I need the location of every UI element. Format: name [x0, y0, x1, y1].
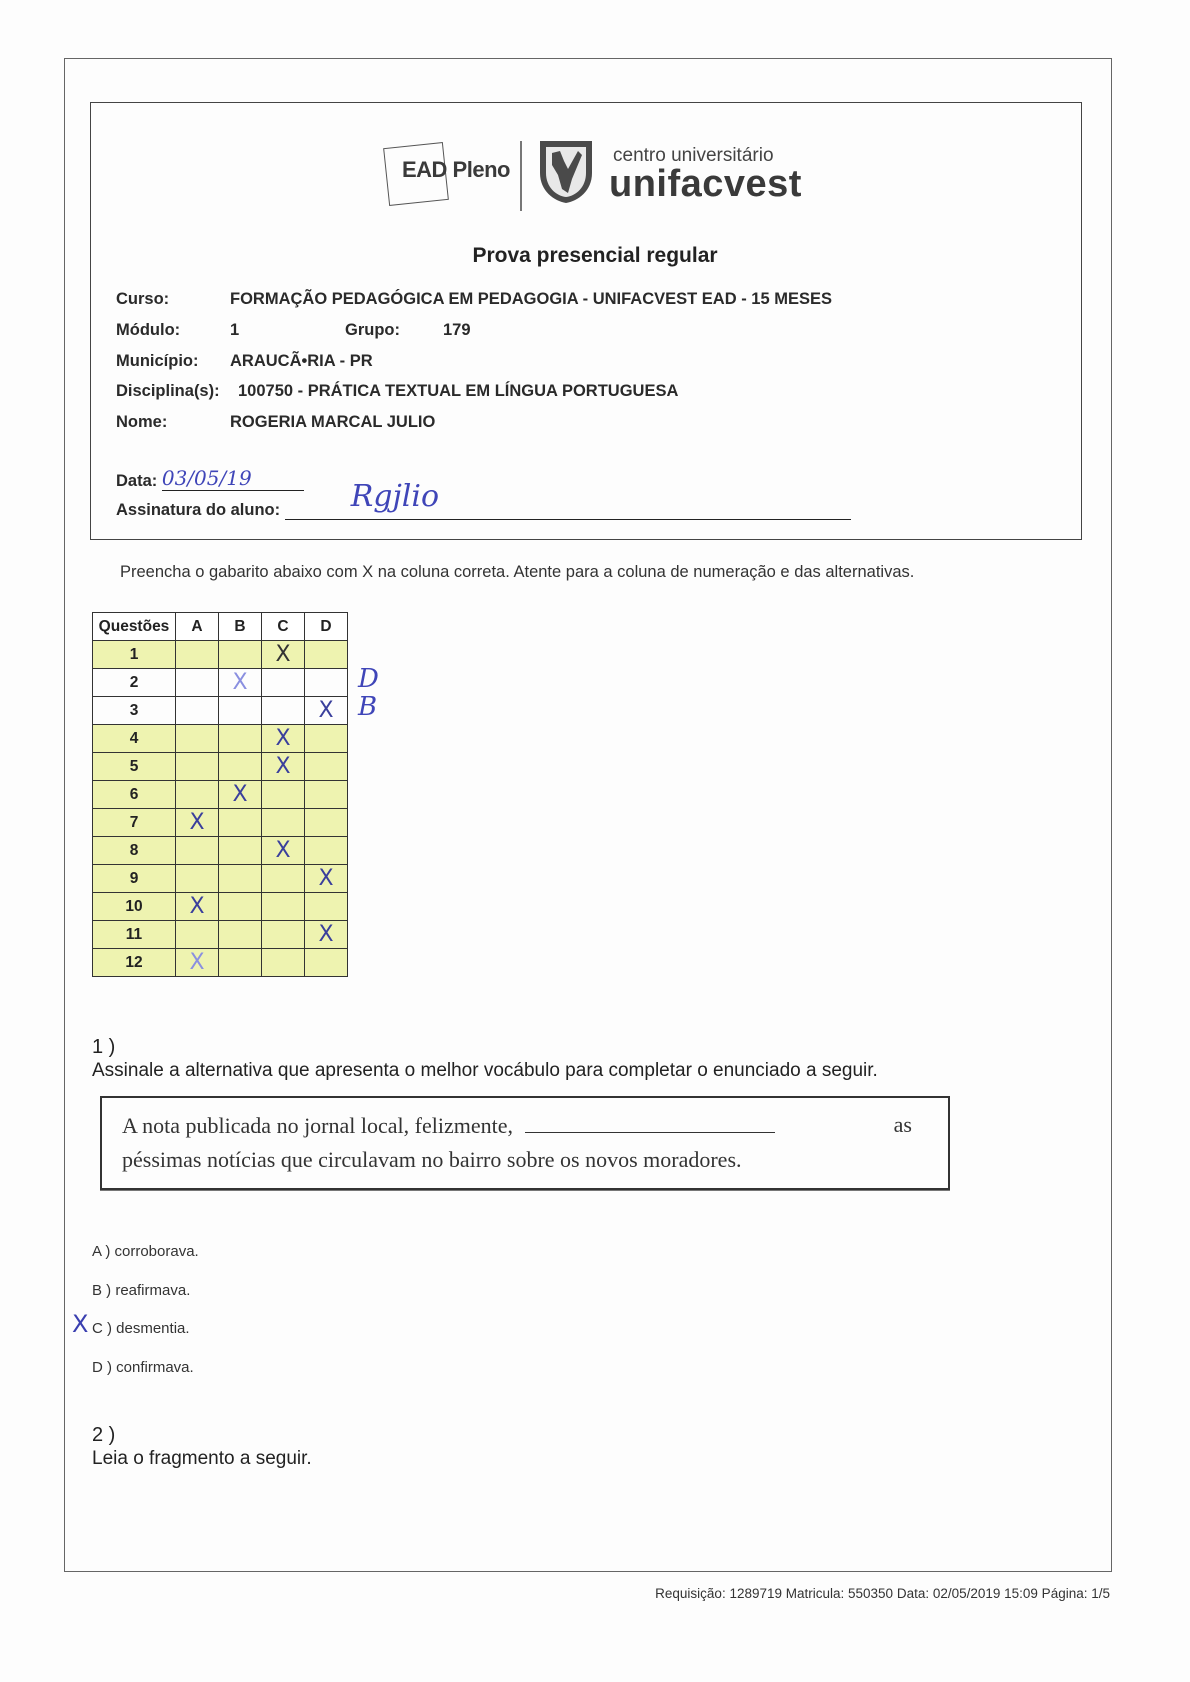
- header-b: B: [219, 613, 262, 641]
- answer-row: [93, 641, 348, 669]
- info-municipio: [116, 352, 373, 371]
- question-number: 6: [93, 781, 176, 809]
- answer-cell-d[interactable]: X: [305, 697, 348, 725]
- answer-cell-c[interactable]: [262, 809, 305, 837]
- question-number: 10: [93, 893, 176, 921]
- signature-field[interactable]: [285, 479, 851, 520]
- answer-cell-c[interactable]: [262, 949, 305, 977]
- answer-row: [93, 949, 348, 977]
- signature-label: Assinatura do aluno:: [116, 501, 281, 519]
- header-c: C: [262, 613, 305, 641]
- answer-cell-a[interactable]: [176, 641, 219, 669]
- quote-line-2: péssimas notícias que circulavam no bairro sobre os novos moradores.: [122, 1147, 742, 1172]
- answer-cell-b[interactable]: [219, 865, 262, 893]
- answer-cell-c[interactable]: [262, 697, 305, 725]
- answer-cell-c[interactable]: X: [262, 753, 305, 781]
- unifacvest-shield-icon: [538, 139, 594, 205]
- option-c[interactable]: C ) desmentia.: [92, 1320, 190, 1337]
- answer-cell-b[interactable]: X: [219, 669, 262, 697]
- answer-cell-c[interactable]: [262, 921, 305, 949]
- handwritten-note-b: B: [358, 692, 378, 722]
- date-value: 03/05/19: [161, 466, 252, 490]
- answer-cell-d[interactable]: [305, 949, 348, 977]
- unifacvest-logo-text: unifacvest: [609, 163, 802, 205]
- date-row: [116, 466, 304, 491]
- answer-cell-a[interactable]: [176, 781, 219, 809]
- logo-subtitle: centro universitário: [613, 145, 774, 166]
- answer-cell-b[interactable]: [219, 725, 262, 753]
- answer-cell-a[interactable]: [176, 921, 219, 949]
- answer-cell-a[interactable]: [176, 725, 219, 753]
- question-number: 1: [93, 641, 176, 669]
- answer-cell-c[interactable]: [262, 669, 305, 697]
- info-nome: [116, 413, 435, 432]
- disciplina-label: Disciplina(s):: [116, 382, 220, 400]
- disciplina-value: 100750 - PRÁTICA TEXTUAL EM LÍNGUA PORTUGUESA: [238, 382, 679, 400]
- answer-row: [93, 725, 348, 753]
- answer-row: [93, 697, 348, 725]
- option-b[interactable]: B ) reafirmava.: [92, 1282, 191, 1299]
- answer-row: [93, 753, 348, 781]
- signature-value: Rgjlio: [350, 479, 440, 514]
- answer-cell-b[interactable]: [219, 697, 262, 725]
- answer-cell-d[interactable]: [305, 781, 348, 809]
- option-d[interactable]: D ) confirmava.: [92, 1359, 194, 1376]
- answer-cell-c[interactable]: X: [262, 641, 305, 669]
- quote-blank: [525, 1112, 775, 1133]
- answer-cell-d[interactable]: [305, 641, 348, 669]
- answer-cell-d[interactable]: [305, 753, 348, 781]
- question-number: 5: [93, 753, 176, 781]
- answer-cell-a[interactable]: X: [176, 809, 219, 837]
- exam-title: Prova presencial regular: [472, 244, 718, 267]
- question-1-prompt: Assinale a alternativa que apresenta o melhor vocábulo para completar o enunciado a seguir.: [92, 1060, 878, 1081]
- logo-divider: [520, 141, 522, 211]
- question-number: 7: [93, 809, 176, 837]
- info-disciplina: [116, 382, 678, 401]
- curso-value: FORMAÇÃO PEDAGÓGICA EM PEDAGOGIA - UNIFACVEST EAD - 15 MESES: [230, 290, 833, 308]
- answer-cell-b[interactable]: X: [219, 781, 262, 809]
- ead-pleno-logo-text: EAD Pleno: [402, 157, 510, 182]
- nome-value: ROGERIA MARCAL JULIO: [230, 413, 436, 431]
- answer-cell-d[interactable]: [305, 893, 348, 921]
- answer-row: [93, 837, 348, 865]
- modulo-label: Módulo:: [116, 321, 181, 339]
- grupo-label: Grupo:: [345, 321, 400, 339]
- municipio-value: ARAUCÃ•RIA - PR: [230, 352, 373, 370]
- answer-cell-b[interactable]: [219, 837, 262, 865]
- question-2-prompt: Leia o fragmento a seguir.: [92, 1448, 312, 1469]
- info-curso: [116, 290, 832, 309]
- answer-sheet-table: [92, 612, 348, 977]
- answer-row: [93, 893, 348, 921]
- municipio-label: Município:: [116, 352, 199, 370]
- answer-cell-a[interactable]: [176, 865, 219, 893]
- question-number: 4: [93, 725, 176, 753]
- date-label: Data:: [116, 472, 158, 490]
- answer-cell-c[interactable]: [262, 893, 305, 921]
- answer-cell-d[interactable]: [305, 809, 348, 837]
- answer-cell-d[interactable]: X: [305, 921, 348, 949]
- modulo-value: 1: [230, 321, 240, 339]
- answer-cell-c[interactable]: [262, 781, 305, 809]
- option-c-handwritten-mark: X: [72, 1310, 89, 1338]
- answer-cell-c[interactable]: [262, 865, 305, 893]
- answer-cell-d[interactable]: [305, 669, 348, 697]
- quote-text-2: as: [893, 1112, 912, 1137]
- curso-label: Curso:: [116, 290, 170, 308]
- answer-cell-d[interactable]: [305, 837, 348, 865]
- answer-cell-c[interactable]: X: [262, 837, 305, 865]
- answer-cell-a[interactable]: [176, 753, 219, 781]
- answer-cell-c[interactable]: X: [262, 725, 305, 753]
- answer-row: [93, 865, 348, 893]
- answer-cell-a[interactable]: [176, 669, 219, 697]
- answer-cell-a[interactable]: [176, 837, 219, 865]
- header-questoes: Questões: [93, 613, 176, 641]
- question-2-number: 2 ): [92, 1424, 116, 1446]
- header-d: D: [305, 613, 348, 641]
- date-field[interactable]: [162, 466, 304, 491]
- answer-row: [93, 809, 348, 837]
- question-1-quote-box: [100, 1096, 950, 1190]
- option-a[interactable]: A ) corroborava.: [92, 1243, 199, 1260]
- question-number: 2: [93, 669, 176, 697]
- handwritten-note-d: D: [358, 664, 379, 694]
- answer-cell-b[interactable]: [219, 949, 262, 977]
- answer-cell-b[interactable]: [219, 753, 262, 781]
- answer-sheet-instructions: Preencha o gabarito abaixo com X na coluna correta. Atente para a coluna de numeração e das alternativas.: [120, 563, 915, 581]
- page-footer: Requisição: 1289719 Matricula: 550350 Data: 02/05/2019 15:09 Página: 1/5: [655, 1586, 1110, 1601]
- answer-cell-b[interactable]: [219, 809, 262, 837]
- quote-line-1: [122, 1112, 932, 1139]
- answer-cell-a[interactable]: X: [176, 949, 219, 977]
- header-a: A: [176, 613, 219, 641]
- answer-cell-a[interactable]: X: [176, 893, 219, 921]
- question-number: 12: [93, 949, 176, 977]
- logo-row: [380, 135, 800, 215]
- answer-row: [93, 669, 348, 697]
- answer-cell-b[interactable]: [219, 893, 262, 921]
- question-1-number: 1 ): [92, 1036, 116, 1058]
- answer-cell-b[interactable]: [219, 921, 262, 949]
- info-modulo: [116, 321, 471, 340]
- quote-text-1: A nota publicada no jornal local, felizmente,: [122, 1113, 513, 1138]
- answer-row: [93, 921, 348, 949]
- nome-label: Nome:: [116, 413, 168, 431]
- answer-row: [93, 781, 348, 809]
- question-number: 8: [93, 837, 176, 865]
- question-number: 9: [93, 865, 176, 893]
- question-number: 3: [93, 697, 176, 725]
- question-number: 11: [93, 921, 176, 949]
- answer-cell-a[interactable]: [176, 697, 219, 725]
- grupo-value: 179: [443, 321, 471, 339]
- answer-cell-d[interactable]: [305, 725, 348, 753]
- answer-cell-d[interactable]: X: [305, 865, 348, 893]
- answer-cell-b[interactable]: [219, 641, 262, 669]
- answer-sheet-header: [93, 613, 348, 641]
